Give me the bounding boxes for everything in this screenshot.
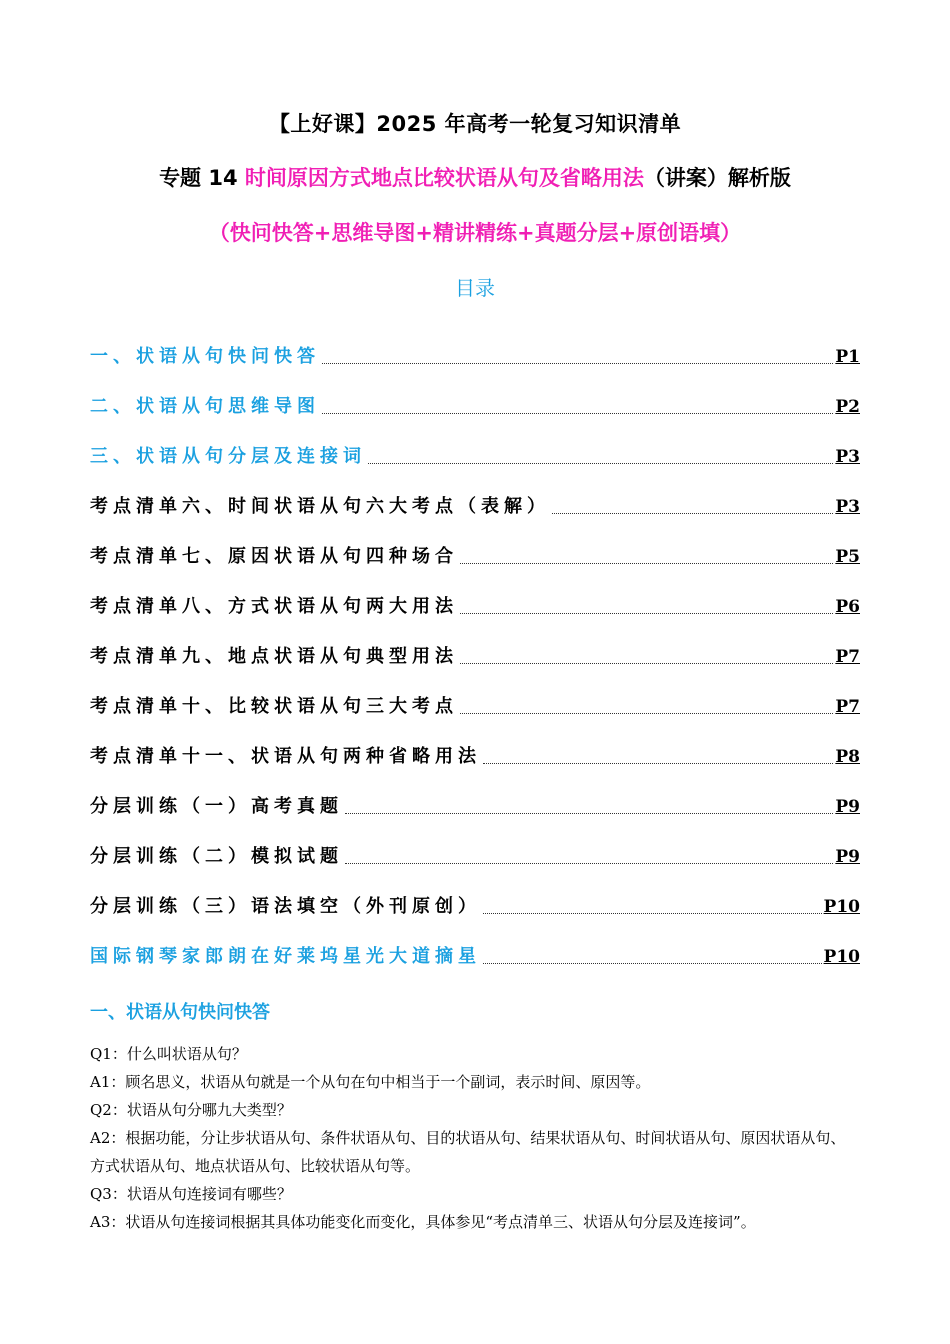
toc-entry-label: 一、状语从句快问快答 xyxy=(90,346,320,367)
toc-leader-dots xyxy=(460,712,833,714)
toc-entry-label: 考点清单九、地点状语从句典型用法 xyxy=(90,646,458,667)
toc-entry-page: P3 xyxy=(835,497,860,517)
qa-answer: A1：顾名思义，状语从句就是一个从句在句中相当于一个副词，表示时间、原因等。 xyxy=(90,1073,651,1091)
toc-leader-dots xyxy=(460,562,833,564)
subtitle-accent: 时间原因方式地点比较状语从句及省略用法 xyxy=(244,166,644,190)
qa-block xyxy=(90,1040,860,1236)
toc-entry-label: 考点清单十、比较状语从句三大考点 xyxy=(90,696,458,717)
toc-entry[interactable] xyxy=(90,670,860,720)
toc-entry-label: 考点清单六、时间状语从句六大考点（表解） xyxy=(90,496,550,517)
toc-entry-page: P9 xyxy=(835,847,860,867)
toc-entry-label: 分层训练（二）模拟试题 xyxy=(90,846,343,867)
doc-tagline: （快问快答+思维导图+精讲精练+真题分层+原创语填） xyxy=(208,221,742,245)
toc-entry-page: P6 xyxy=(835,597,860,617)
toc-entry[interactable] xyxy=(90,520,860,570)
toc-entry[interactable] xyxy=(90,870,860,920)
toc-entry-label: 三、状语从句分层及连接词 xyxy=(90,446,366,467)
toc-entry[interactable] xyxy=(90,320,860,370)
toc-entry-page: P8 xyxy=(835,747,860,767)
qa-question: Q2：状语从句分哪九大类型？ xyxy=(90,1101,292,1119)
toc-leader-dots xyxy=(322,362,833,364)
toc-entry-page: P2 xyxy=(835,397,860,417)
toc-entry-label: 分层训练（三）语法填空（外刊原创） xyxy=(90,896,481,917)
toc-entry[interactable] xyxy=(90,820,860,870)
toc-entry[interactable] xyxy=(90,620,860,670)
toc-leader-dots xyxy=(460,612,833,614)
qa-question: Q3：状语从句连接词有哪些？ xyxy=(90,1185,292,1203)
toc-entry-label: 分层训练（一）高考真题 xyxy=(90,796,343,817)
toc-entry-label: 考点清单七、原因状语从句四种场合 xyxy=(90,546,458,567)
toc-heading: 目录 xyxy=(455,276,495,300)
toc-entry-label: 考点清单八、方式状语从句两大用法 xyxy=(90,596,458,617)
toc-entry-page: P10 xyxy=(823,897,860,917)
toc-entry[interactable] xyxy=(90,570,860,620)
toc-leader-dots xyxy=(345,812,833,814)
toc-entry[interactable] xyxy=(90,920,860,970)
section-title: 一、状语从句快问快答 xyxy=(90,1002,270,1023)
doc-subtitle xyxy=(0,162,950,192)
toc-entry[interactable] xyxy=(90,720,860,770)
toc-leader-dots xyxy=(322,412,833,414)
toc-entry-page: P7 xyxy=(835,697,860,717)
toc-entry-page: P5 xyxy=(835,547,860,567)
toc-entry-page: P3 xyxy=(835,447,860,467)
toc-leader-dots xyxy=(460,662,833,664)
toc-leader-dots xyxy=(552,512,833,514)
toc-entry-page: P7 xyxy=(835,647,860,667)
toc-entry[interactable] xyxy=(90,420,860,470)
qa-answer: A3：状语从句连接词根据其具体功能变化而变化，具体参见“考点清单三、状语从句分层及连接词”。 xyxy=(90,1213,756,1231)
toc-leader-dots xyxy=(483,912,822,914)
subtitle-suffix: （讲案）解析版 xyxy=(643,166,791,190)
toc-entry[interactable] xyxy=(90,470,860,520)
toc-leader-dots xyxy=(345,862,833,864)
toc-leader-dots xyxy=(483,962,822,964)
qa-question: Q1：什么叫状语从句？ xyxy=(90,1045,247,1063)
doc-title: 【上好课】2025 年高考一轮复习知识清单 xyxy=(268,112,682,136)
qa-answer: A2：根据功能，分让步状语从句、条件状语从句、目的状语从句、结果状语从句、时间状语从句、原因状语从句、方式状语从句、地点状语从句、比较状语从句等。 xyxy=(90,1129,846,1175)
toc-entry-label: 二、状语从句思维导图 xyxy=(90,396,320,417)
toc-entry[interactable] xyxy=(90,370,860,420)
toc-entry-page: P10 xyxy=(823,947,860,967)
toc-entry-page: P9 xyxy=(835,797,860,817)
toc-entry-label: 考点清单十一、状语从句两种省略用法 xyxy=(90,746,481,767)
toc-leader-dots xyxy=(483,762,833,764)
toc-entry[interactable] xyxy=(90,770,860,820)
toc-entry-page: P1 xyxy=(835,347,860,367)
toc-entry-label: 国际钢琴家郎朗在好莱坞星光大道摘星 xyxy=(90,946,481,967)
table-of-contents xyxy=(90,320,860,970)
toc-leader-dots xyxy=(368,462,833,464)
subtitle-prefix: 专题 14 xyxy=(159,166,245,190)
